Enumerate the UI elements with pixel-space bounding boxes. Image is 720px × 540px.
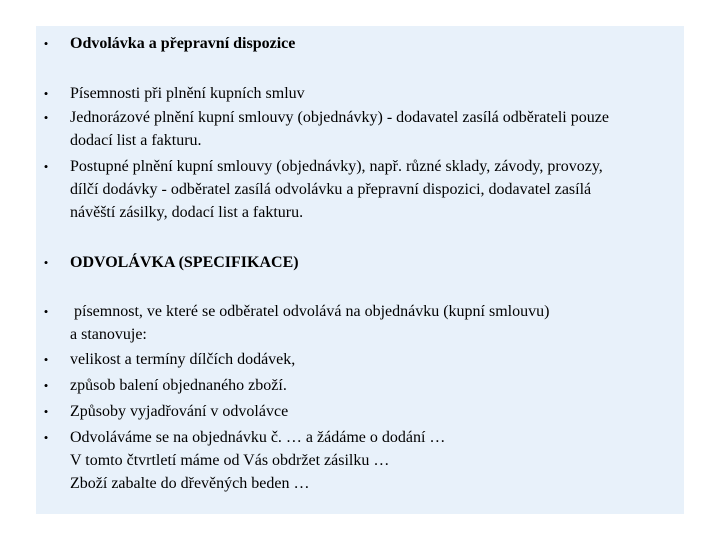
list-item-text-continued: dodací list a fakturu. (70, 132, 202, 149)
list-item-text-continued: dílčí dodávky - odběratel zasílá odvolávku a přepravní dispozici, dodavatel zasílá (70, 181, 592, 198)
bullet-icon: • (43, 404, 49, 419)
list-item-text: Odvoláváme se na objednávku č. … a žádáme o dodání … (70, 429, 446, 446)
list-item-text: písemnost, ve které se odběratel odvolává na objednávku (kupní smlouvu) (70, 303, 550, 320)
list-item-text: Písemnosti při plnění kupních smluv (70, 85, 305, 102)
bullet-icon: • (43, 255, 49, 270)
slide-content (36, 26, 684, 514)
section-heading-odvolavka-specifikace: ODVOLÁVKA (SPECIFIKACE) (70, 254, 299, 271)
section-heading-odvolavka-dispozice: Odvolávka a přepravní dispozice (70, 35, 296, 52)
list-item-text: způsob balení objednaného zboží. (70, 377, 287, 394)
bullet-icon: • (43, 36, 49, 51)
list-item-text: velikost a termíny dílčích dodávek, (70, 351, 296, 368)
bullet-icon: • (43, 430, 49, 445)
list-item-text: Způsoby vyjadřování v odvolávce (70, 403, 289, 420)
list-item-text-continued: V tomto čtvrtletí máme od Vás obdržet zásilku … (70, 452, 390, 469)
list-item-text-continued: Zboží zabalte do dřevěných beden … (70, 475, 310, 492)
list-item-text: Postupné plnění kupní smlouvy (objednávky), např. různé sklady, závody, provozy, (70, 158, 603, 175)
bullet-icon: • (43, 352, 49, 367)
list-item-text: Jednorázové plnění kupní smlouvy (objednávky) - dodavatel zasílá odběrateli pouze (70, 109, 609, 126)
bullet-icon: • (43, 304, 49, 319)
bullet-icon: • (43, 378, 49, 393)
bullet-icon: • (43, 159, 49, 174)
bullet-icon: • (43, 86, 49, 101)
list-item-text-continued: návěští zásilky, dodací list a fakturu. (70, 204, 304, 221)
bullet-icon: • (43, 110, 49, 125)
list-item-text-continued: a stanovuje: (70, 326, 147, 343)
